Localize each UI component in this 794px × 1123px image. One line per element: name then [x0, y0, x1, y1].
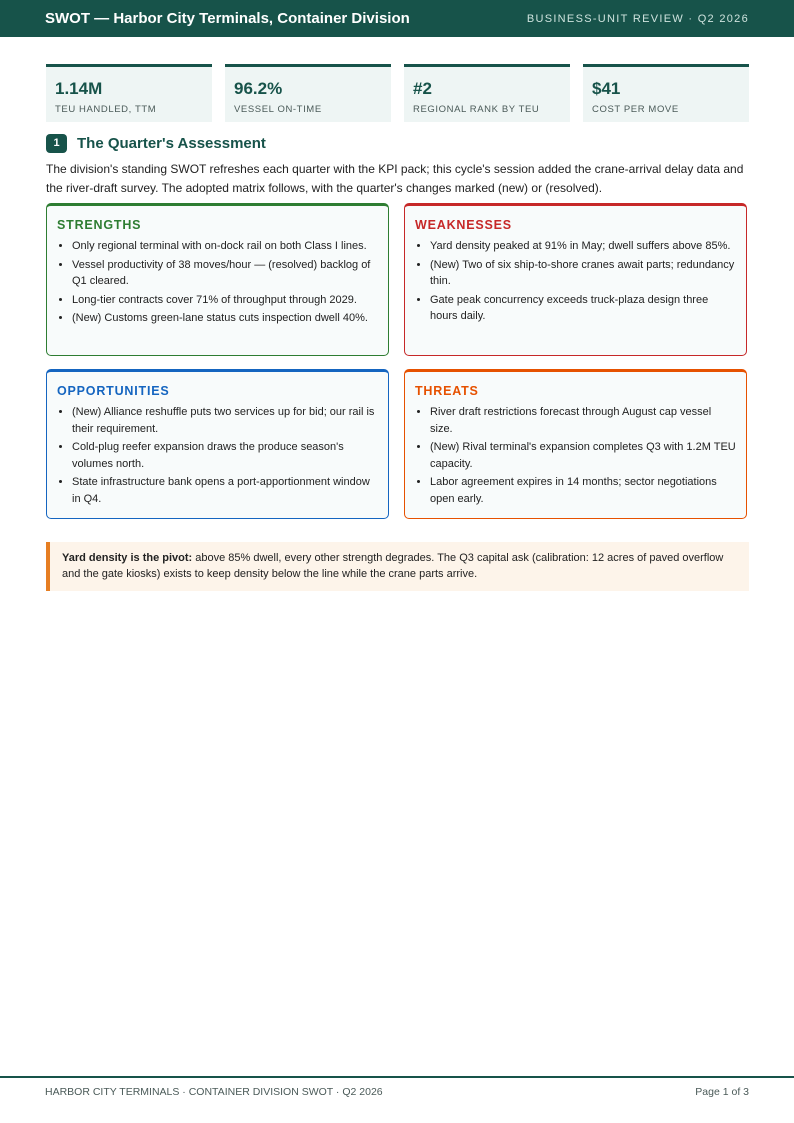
section-title: The Quarter's Assessment — [77, 134, 266, 152]
kpi-value: $41 — [592, 79, 621, 98]
kpi-label: TEU HANDLED, TTM — [55, 104, 157, 115]
list-item: • State infrastructure bank opens a port-apportionment window in Q4. — [72, 474, 378, 507]
list-item: • (New) Two of six ship-to-shore cranes await parts; redundancy thin. — [430, 257, 736, 290]
kpi-label: VESSEL ON-TIME — [234, 104, 322, 115]
section-number-badge: 1 — [46, 134, 67, 153]
kpi-value: #2 — [413, 79, 432, 98]
kpi-teu-handled — [46, 64, 212, 122]
quadrant-list — [57, 238, 378, 327]
document-subtitle: BUSINESS-UNIT REVIEW · Q2 2026 — [526, 12, 749, 25]
quadrant-list — [415, 238, 736, 325]
list-item: • Long-tier contracts cover 71% of throughput through 2029. — [72, 292, 378, 309]
swot-weaknesses — [404, 203, 747, 356]
page-footer — [0, 1076, 794, 1123]
kpi-label: REGIONAL RANK BY TEU — [413, 104, 540, 115]
kpi-vessel-on-time — [225, 64, 391, 122]
quadrant-title: THREATS — [415, 384, 479, 398]
page-header — [0, 0, 794, 37]
key-takeaway-callout — [46, 542, 749, 591]
quadrant-title: OPPORTUNITIES — [57, 384, 170, 398]
list-item: • Cold-plug reefer expansion draws the produce season's volumes north. — [72, 439, 378, 472]
quadrant-title: WEAKNESSES — [415, 218, 512, 232]
swot-threats — [404, 369, 747, 519]
quadrant-list — [57, 404, 378, 507]
list-item: • Vessel productivity of 38 moves/hour — (resolved) backlog of Q1 cleared. — [72, 257, 378, 290]
section-heading — [46, 133, 266, 153]
callout-text: above 85% dwell, every other strength degrades. The Q3 capital ask (calibration: 12 acres of paved overflow and the gate kiosks) exists to keep density below the line while the crane parts arrive. — [62, 552, 724, 580]
footer-document-name: HARBOR CITY TERMINALS · CONTAINER DIVISION SWOT · Q2 2026 — [45, 1086, 383, 1098]
list-item: • (New) Alliance reshuffle puts two services up for bid; our rail is their requirement. — [72, 404, 378, 437]
list-item: • Labor agreement expires in 14 months; sector negotiations open early. — [430, 474, 736, 507]
swot-opportunities — [46, 369, 389, 519]
list-item: • (New) Customs green-lane status cuts inspection dwell 40%. — [72, 310, 378, 327]
swot-strengths — [46, 203, 389, 356]
list-item: • Yard density peaked at 91% in May; dwell suffers above 85%. — [430, 238, 736, 255]
list-item: • River draft restrictions forecast through August cap vessel size. — [430, 404, 736, 437]
kpi-value: 1.14M — [55, 79, 103, 98]
kpi-strip — [46, 64, 749, 122]
list-item: • Only regional terminal with on-dock rail on both Class I lines. — [72, 238, 378, 255]
kpi-value: 96.2% — [234, 79, 283, 98]
callout-lead: Yard density is the pivot: — [62, 552, 193, 564]
kpi-regional-rank — [404, 64, 570, 122]
kpi-label: COST PER MOVE — [592, 104, 679, 115]
quadrant-list — [415, 404, 736, 507]
quadrant-title: STRENGTHS — [57, 218, 142, 232]
list-item: • Gate peak concurrency exceeds truck-plaza design three hours daily. — [430, 292, 736, 325]
page-number: Page 1 of 3 — [695, 1086, 749, 1098]
kpi-cost-per-move — [583, 64, 749, 122]
document-title: SWOT — Harbor City Terminals, Container Division — [45, 10, 410, 27]
list-item: • (New) Rival terminal's expansion completes Q3 with 1.2M TEU capacity. — [430, 439, 736, 472]
section-intro: The division's standing SWOT refreshes each quarter with the KPI pack; this cycle's session added the crane-arrival delay data and the river-draft survey. The adopted matrix follows, with the quarter's changes marked (new) or (resolved). — [46, 162, 744, 195]
